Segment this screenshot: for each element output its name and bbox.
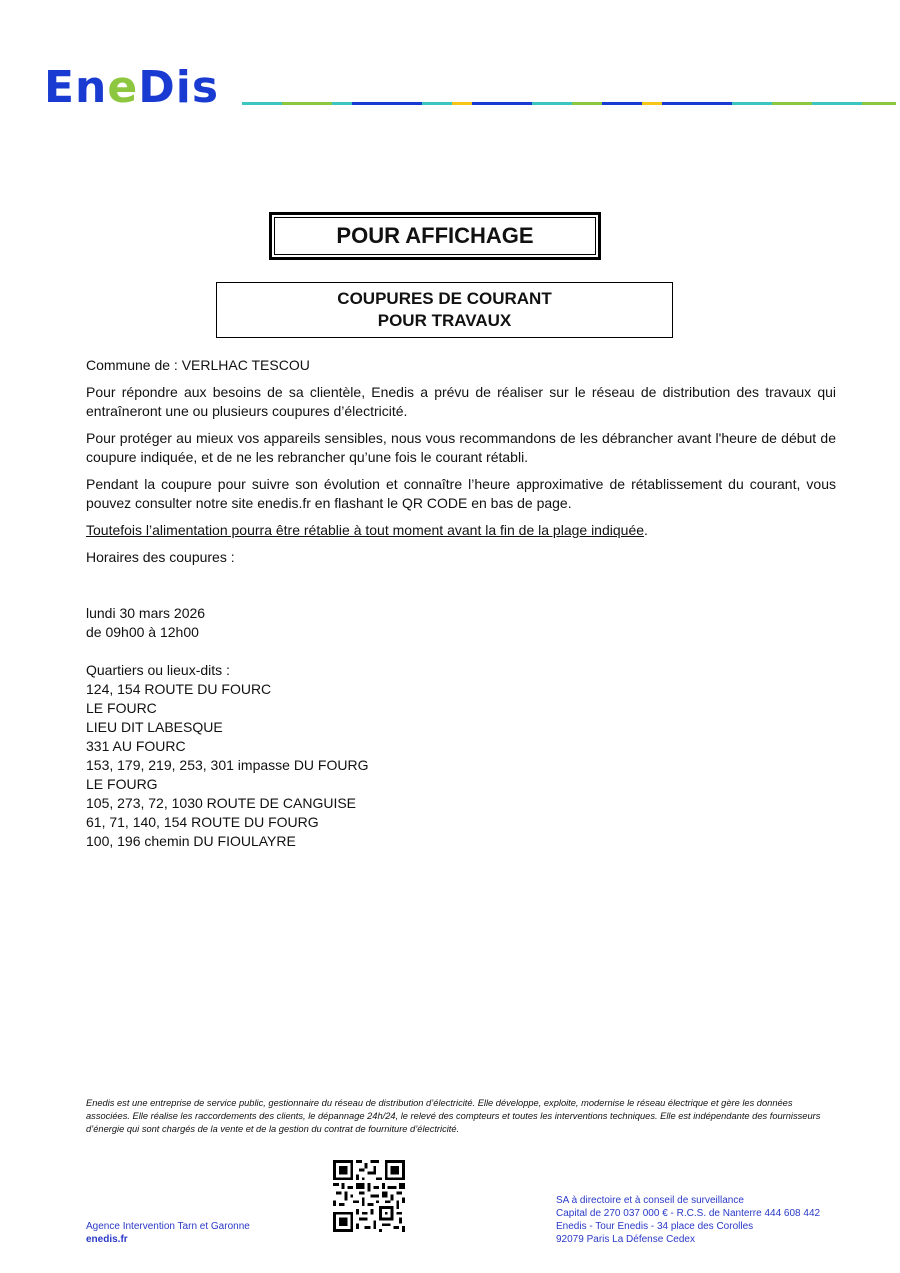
restoration-warning: Toutefois l’alimentation pourra être rétablie à tout moment avant la fin de la plage indiquée [86,522,645,538]
place-item: 61, 71, 140, 154 ROUTE DU FOURG [86,814,319,830]
notice-body [86,356,836,851]
paragraph-3: Pendant la coupure pour suivre son évolution et connaître l’heure approximative de rétablissement du courant, vous pouvez consulter notre site enedis.fr en flashant le QR CODE en bas de page. [86,476,836,511]
logo-part-1: En [44,62,108,113]
company-line: SA à directoire et à conseil de surveillance [556,1195,744,1206]
place-item: 100, 196 chemin DU FIOULAYRE [86,833,296,849]
company-line: 92079 Paris La Défense Cedex [556,1234,695,1245]
legal-notice: Enedis est une entreprise de service public, gestionnaire du réseau de distribution d’électricité. Elle développe, exploite, modernise le réseau électrique et gère les données associées. Elle réalise les raccordements des clients, le dépannage 24h/24, le relevé des compteurs et toutes les interventions techniques. Elle est indépendante des fournisseurs d’énergie qui sont chargés de la vente et de la gestion du contrat de fourniture d’électricité. [86,1098,821,1134]
place-item: 153, 179, 219, 253, 301 impasse DU FOURG [86,757,369,773]
place-item: LE FOURG [86,776,158,792]
commune-line: Commune de : VERLHAC TESCOU [86,357,310,373]
header-color-stripe [242,102,896,105]
agency-name: Agence Intervention Tarn et Garonne [86,1221,250,1232]
paragraph-4-end: . [644,522,648,538]
poster-label: POUR AFFICHAGE [274,217,596,255]
place-item: LIEU DIT LABESQUE [86,719,223,735]
place-item: LE FOURC [86,700,157,716]
poster-label-box [269,212,601,260]
title-line-2: POUR TRAVAUX [377,311,512,330]
logo-wordmark [44,62,234,113]
company-info [556,1194,820,1246]
website-link[interactable]: enedis.fr [86,1234,128,1245]
qr-code[interactable] [333,1160,405,1232]
paragraph-1: Pour répondre aux besoins de sa clientèle, Enedis a prévu de réaliser sur le réseau de distribution des travaux qui entraîneront une ou plusieurs coupures d’électricité. [86,384,836,419]
paragraph-4 [86,521,836,540]
places-label: Quartiers ou lieux-dits : [86,662,230,678]
place-item: 124, 154 ROUTE DU FOURC [86,681,272,697]
logo-part-3: Dis [138,62,220,113]
schedule-label: Horaires des coupures : [86,549,235,565]
outage-date: lundi 30 mars 2026 [86,605,206,621]
agency-block [86,1220,250,1246]
outage-time: de 09h00 à 12h00 [86,624,199,640]
place-item: 105, 273, 72, 1030 ROUTE DE CANGUISE [86,795,357,811]
title-line-1: COUPURES DE COURANT [337,289,552,308]
paragraph-2: Pour protéger au mieux vos appareils sensibles, nous vous recommandons de les débrancher avant l'heure de début de coupure indiquée, et de ne les rebrancher qu’une fois le courant rétabli. [86,430,836,465]
company-line: Enedis - Tour Enedis - 34 place des Corolles [556,1221,754,1232]
place-item: 331 AU FOURC [86,738,186,754]
company-line: Capital de 270 037 000 € - R.C.S. de Nanterre 444 608 442 [556,1208,821,1219]
logo-part-2: e [107,62,139,113]
title-box [216,282,673,338]
enedis-logo [44,62,234,113]
